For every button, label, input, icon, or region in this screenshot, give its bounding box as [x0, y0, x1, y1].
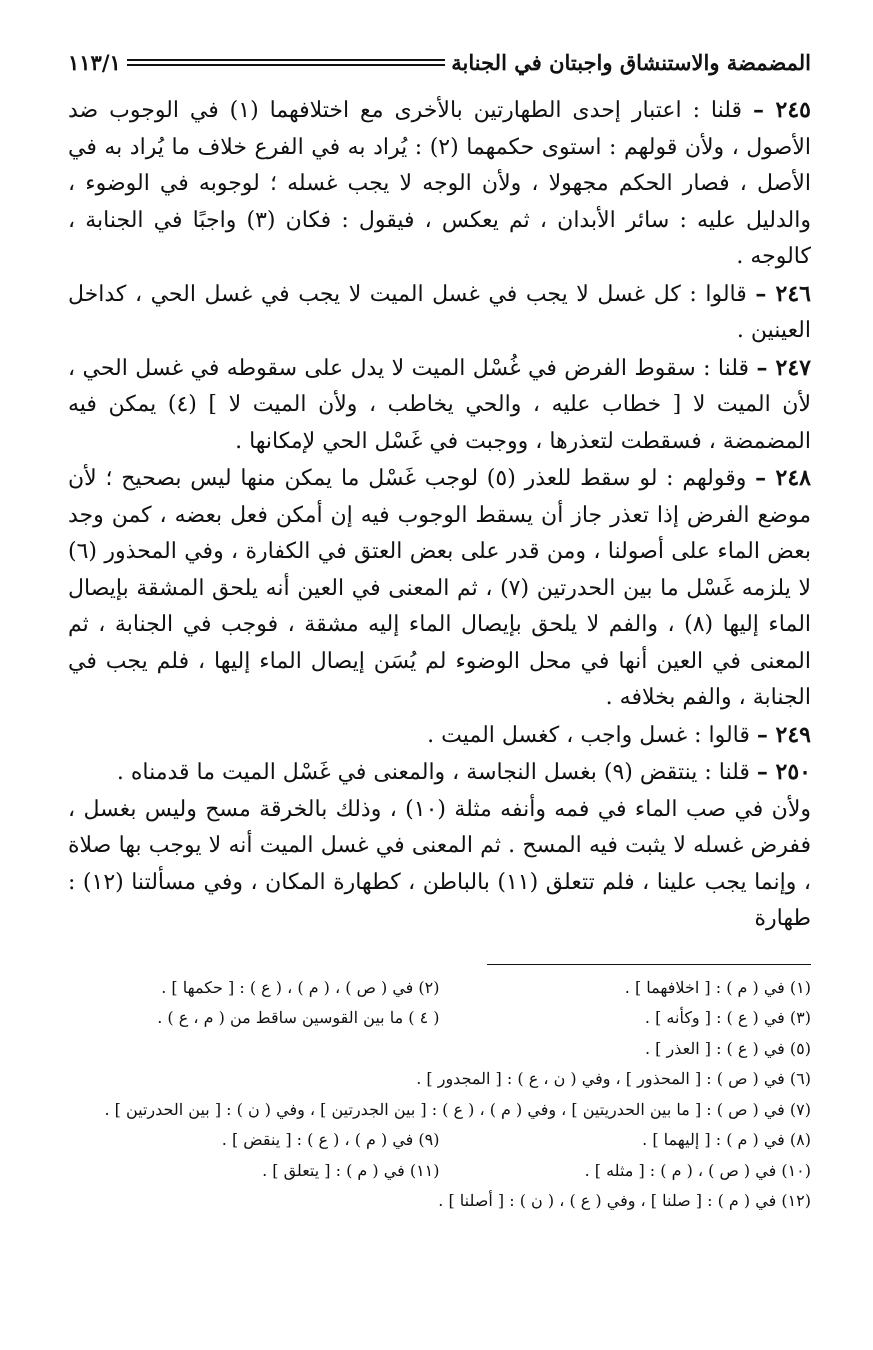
- footnote-row: [68, 1125, 811, 1156]
- footnote-4: ( ٤ ) ما بين القوسين ساقط من ( م ، ع ) .: [157, 1008, 440, 1027]
- paragraph-text: قالوا : غسل واجب ، كغسل الميت .: [427, 722, 757, 748]
- paragraph-text: ولأن في صب الماء في فمه وأنفه مثلة (١٠) ، وذلك بالخرقة مسح وليس بغسل ، ففرض غسله لا يثبت فيه المسح . ثم المعنى في غسل الميت أنه لا يوجب بها صلاة ، وإنما يجب علينا ، فلم تتعلق (١١) بالباطن ، كطهارة المكان ، وفي مسألتنا (١٢) : طهارة: [68, 796, 811, 931]
- footnote-row: [68, 973, 811, 1004]
- paragraph-number: ٢٤٨ –: [755, 465, 811, 491]
- header-rule: [127, 59, 445, 66]
- paragraph-text: وقولهم : لو سقط للعذر (٥) لوجب غَسْل ما يمكن منها ليس بصحيح ؛ لأن موضع الفرض إذا تعذر جاز أن يسقط الوجوب فيه إن أمكن فعل بعضه ، كمن وجد بعض الماء على أصولنا ، ومن قدر على بعض العتق في الكفارة ، وفي المحذور (٦) لا يلزمه غَسْل ما بين الحدرتين (٧) ، ثم المعنى في العين أنه يلحق المشقة بإيصال الماء إليها (٨) ، والفم لا يلحق بإيصال الماء إليه مشقة ، فوجب في الجنابة ، ثم المعنى في العين أنها في محل الوضوء لم يُسَن إيصال الماء إليها ، فلم يجب في الجنابة ، والفم بخلافه .: [68, 466, 812, 710]
- footnote-6: (٦) في ( ص ) : [ المحذور ] ، وفي ( ن ، ع ) : [ المجدور ] .: [416, 1069, 811, 1088]
- paragraph-text: قلنا : سقوط الفرض في غُسْل الميت لا يدل على سقوطه في غسل الحي ، لأن الميت لا [ خطاب عليه ، والحي يخاطب ، ولأن الميت لا ] (٤) يمكن فيه المضمضة ، فسقطت لتعذرها ، ووجبت في غَسْل الحي لإمكانها .: [68, 355, 811, 454]
- paragraph-text: قالوا : كل غسل لا يجب في غسل الميت لا يجب في غسل الحي ، كداخل العينين .: [68, 281, 811, 343]
- footnote-3: (٣) في ( ع ) : [ وكأنه ] .: [644, 1008, 811, 1027]
- page-number: ١١٣/١: [68, 49, 121, 75]
- header-title: المضمضة والاستنشاق واجبتان في الجنابة: [451, 49, 811, 75]
- paragraph-continuation: [68, 792, 811, 938]
- paragraph-text: قلنا : اعتبار إحدى الطهارتين بالأخرى مع اختلافهما (١) في الوجوب ضد الأصول ، ولأن قولهم : استوى حكمهما (٢) : يُراد به في الفرع خلاف ما يُراد به في الأصل ، فصار الحكم مجهولا ، ولأن الوجه لا يجب غسله ؛ لوجوبه في الوضوء ، والدليل عليه : سائر الأبدان ، ثم يعكس ، فيقول : فكان (٣) واجبًا في الجنابة ، كالوجه .: [68, 98, 812, 269]
- paragraph-number: ٢٤٦ –: [755, 280, 811, 307]
- paragraph-249: [68, 717, 811, 755]
- footnote-7: (٧) في ( ص ) : [ ما بين الحدريتين ] ، وفي ( م ) ، ( ع ) : [ بين الجدرتين ] ، وفي ( ن ) : [ بين الحدرتين ] .: [104, 1099, 811, 1119]
- paragraph-245: [68, 92, 811, 276]
- footnote-2: (٢) في ( ص ) ، ( م ) ، ( ع ) : [ حكمها ] .: [161, 977, 440, 997]
- paragraph-number: ٢٥٠ –: [756, 759, 811, 785]
- footnote-9: (٩) في ( م ) ، ( ع ) : [ ينقض ] .: [221, 1130, 440, 1149]
- paragraph-247: [68, 350, 811, 461]
- paragraph-number: ٢٤٩ –: [756, 721, 811, 748]
- paragraph-number: ٢٤٧ –: [756, 354, 811, 381]
- footnote-10: (١٠) في ( ص ) ، ( م ) : [ مثله ] .: [584, 1160, 811, 1180]
- footnotes: [68, 973, 811, 1217]
- footnote-1: (١) في ( م ) : [ اخلافهما ] .: [624, 977, 811, 997]
- footnote-5: (٥) في ( ع ) : [ العذر ] .: [645, 1038, 811, 1058]
- footnote-separator: [487, 964, 811, 965]
- running-header: [68, 44, 811, 80]
- paragraph-text: قلنا : ينتقض (٩) بغسل النجاسة ، والمعنى في غَسْل الميت ما قدمناه .: [116, 760, 757, 785]
- footnote-8: (٨) في ( م ) : [ إليهما ] .: [642, 1130, 811, 1149]
- paragraph-number: ٢٤٥ –: [752, 97, 811, 123]
- footnote-row: [68, 1003, 811, 1034]
- paragraph-246: [68, 276, 811, 350]
- paragraph-250: [68, 754, 811, 792]
- footnote-row: [68, 1156, 811, 1187]
- footnote-11: (١١) في ( م ) : [ يتعلق ] .: [262, 1160, 440, 1180]
- main-text: [68, 92, 811, 938]
- paragraph-248: [68, 460, 811, 717]
- footnote-12: (١٢) في ( م ) : [ صلنا ] ، وفي ( ع ) ، ( ن ) : [ أصلنا ] .: [438, 1191, 811, 1210]
